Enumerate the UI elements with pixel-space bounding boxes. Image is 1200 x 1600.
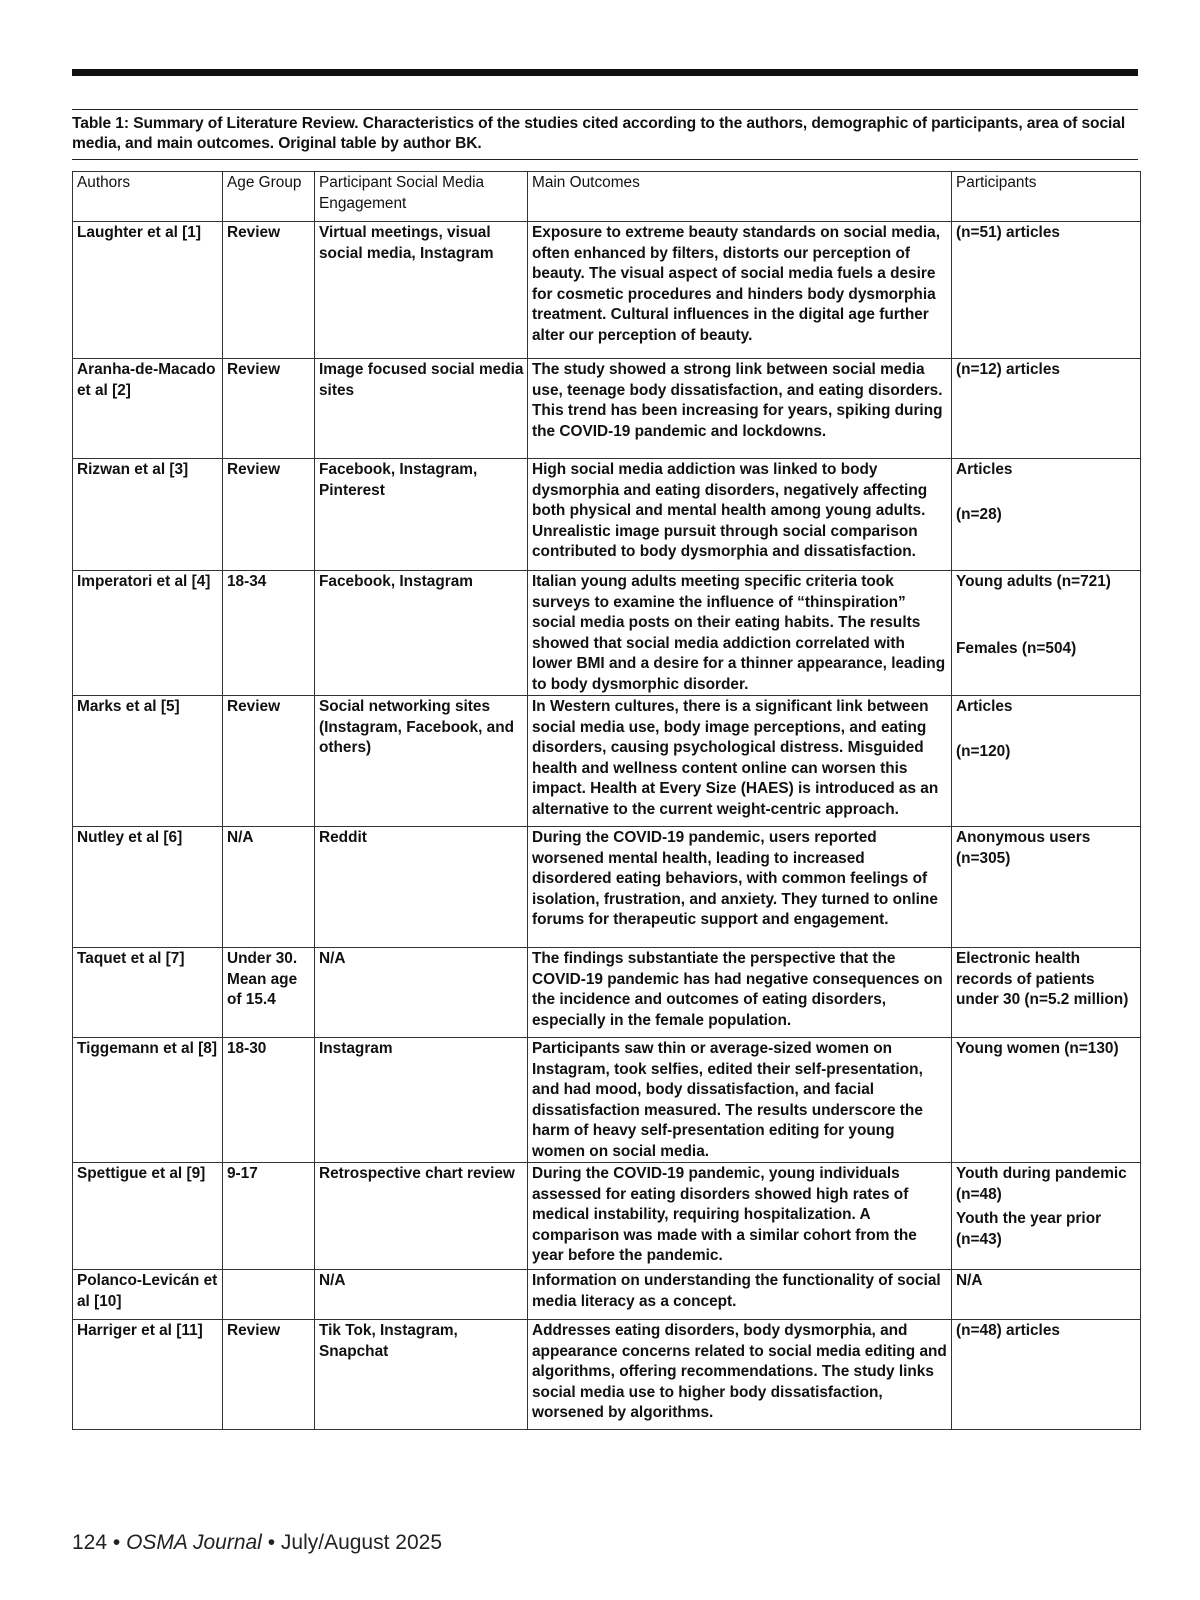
cell-age-group: Review xyxy=(223,696,315,827)
cell-participants xyxy=(952,827,1141,948)
cell-outcomes: The study showed a strong link between social media use, teenage body dissatisfaction, and eating disorders. This trend has been increasing for years, spiking during the COVID-19 pandemic and lockdowns. xyxy=(528,359,952,459)
header-main-outcomes: Main Outcomes xyxy=(528,172,952,222)
cell-engagement: N/A xyxy=(315,1270,528,1320)
cell-age-group: Review xyxy=(223,222,315,359)
cell-outcomes: Addresses eating disorders, body dysmorphia, and appearance concerns related to social media editing and algorithms, offering recommendations. The study links social media use to higher body dissatisfaction, worsened by algorithms. xyxy=(528,1320,952,1430)
cell-engagement: Reddit xyxy=(315,827,528,948)
cell-participants xyxy=(952,1320,1141,1430)
cell-participants xyxy=(952,696,1141,827)
participants-line: (n=12) articles xyxy=(956,361,1060,378)
table-row xyxy=(73,1163,1141,1270)
participants-line: Articles xyxy=(956,461,1013,478)
journal-name: OSMA Journal xyxy=(126,1531,262,1554)
cell-authors: Aranha-de-Macado et al [2] xyxy=(73,359,223,459)
table-row xyxy=(73,459,1141,571)
cell-age-group: 9-17 xyxy=(223,1163,315,1270)
participants-line: Young adults (n=721) xyxy=(956,573,1111,590)
cell-authors: Imperatori et al [4] xyxy=(73,571,223,696)
issue-date: July/August 2025 xyxy=(280,1531,442,1554)
table-row xyxy=(73,827,1141,948)
cell-authors: Nutley et al [6] xyxy=(73,827,223,948)
cell-participants xyxy=(952,459,1141,571)
participants-gap xyxy=(956,481,1137,505)
cell-participants xyxy=(952,1163,1141,1270)
header-authors: Authors xyxy=(73,172,223,222)
cell-age-group: 18-30 xyxy=(223,1038,315,1163)
cell-outcomes: High social media addiction was linked to body dysmorphia and eating disorders, negatively affecting both physical and mental health among young adults. Unrealistic image pursuit through social comparison contributed to body dysmorphia and dissatisfaction. xyxy=(528,459,952,571)
cell-authors: Polanco-Levicán et al [10] xyxy=(73,1270,223,1320)
cell-outcomes: In Western cultures, there is a significant link between social media use, body image perceptions, and eating disorders, causing psychological distress. Misguided health and wellness content online can worsen this impact. Health at Every Size (HAES) is introduced as an alternative to the current weight-centric approach. xyxy=(528,696,952,827)
table-header-row xyxy=(73,172,1141,222)
participants-line: Anonymous users (n=305) xyxy=(956,829,1091,867)
table-row xyxy=(73,359,1141,459)
cell-engagement: Instagram xyxy=(315,1038,528,1163)
participants-line: N/A xyxy=(956,1272,983,1289)
cell-participants xyxy=(952,948,1141,1038)
cell-participants xyxy=(952,1270,1141,1320)
table-row xyxy=(73,1320,1141,1430)
participants-gap xyxy=(956,718,1137,742)
cell-engagement: Social networking sites (Instagram, Facebook, and others) xyxy=(315,696,528,827)
literature-table xyxy=(72,171,1141,1430)
table-row xyxy=(73,222,1141,359)
cell-participants xyxy=(952,359,1141,459)
cell-participants xyxy=(952,571,1141,696)
participants-gap xyxy=(956,593,1137,639)
cell-authors: Marks et al [5] xyxy=(73,696,223,827)
cell-outcomes: Italian young adults meeting specific criteria took surveys to examine the influence of “thinspiration” social media posts on their eating habits. The results showed that social media addiction correlated with lower BMI and a desire for a thinner appearance, leading to body dysmorphic disorder. xyxy=(528,571,952,696)
table-row xyxy=(73,696,1141,827)
header-age-group: Age Group xyxy=(223,172,315,222)
cell-participants xyxy=(952,1038,1141,1163)
table-row xyxy=(73,571,1141,696)
page-footer xyxy=(72,1531,442,1555)
cell-age-group xyxy=(223,1270,315,1320)
cell-outcomes: The findings substantiate the perspective that the COVID-19 pandemic has had negative consequences on the incidence and outcomes of eating disorders, especially in the female population. xyxy=(528,948,952,1038)
cell-outcomes: During the COVID-19 pandemic, users reported worsened mental health, leading to increased disordered eating behaviors, with common feelings of isolation, frustration, and anxiety. They turned to online forums for therapeutic support and engagement. xyxy=(528,827,952,948)
participants-line: Females (n=504) xyxy=(956,639,1077,657)
cell-outcomes: Exposure to extreme beauty standards on social media, often enhanced by filters, distorts our perception of beauty. The visual aspect of social media fuels a desire for cosmetic procedures and hinders body dysmorphia treatment. Cultural influences in the digital age further alter our perception of beauty. xyxy=(528,222,952,359)
cell-engagement: N/A xyxy=(315,948,528,1038)
page-number: 124 xyxy=(72,1531,108,1554)
cell-age-group: N/A xyxy=(223,827,315,948)
footer-separator: • xyxy=(261,1531,281,1554)
cell-authors: Harriger et al [11] xyxy=(73,1320,223,1430)
cell-age-group: Review xyxy=(223,459,315,571)
participants-line: Electronic health records of patients under 30 (n=5.2 million) xyxy=(956,950,1129,1008)
participants-line: (n=28) xyxy=(956,505,1002,523)
participants-line: (n=48) articles xyxy=(956,1322,1060,1339)
header-engagement: Participant Social Media Engagement xyxy=(315,172,528,222)
cell-authors: Laughter et al [1] xyxy=(73,222,223,359)
cell-participants xyxy=(952,222,1141,359)
participants-line: Youth the year prior (n=43) xyxy=(956,1210,1102,1248)
cell-outcomes: Participants saw thin or average-sized women on Instagram, took selfies, edited their self-presentation, and had mood, body dissatisfaction, and facial dissatisfaction measured. The results underscore the harm of heavy self-presentation editing for young women on social media. xyxy=(528,1038,952,1163)
cell-engagement: Retrospective chart review xyxy=(315,1163,528,1270)
cell-engagement: Virtual meetings, visual social media, Instagram xyxy=(315,222,528,359)
cell-authors: Tiggemann et al [8] xyxy=(73,1038,223,1163)
table-row xyxy=(73,1270,1141,1320)
cell-engagement: Tik Tok, Instagram, Snapchat xyxy=(315,1320,528,1430)
participants-line: Articles xyxy=(956,698,1013,715)
cell-outcomes: Information on understanding the functionality of social media literacy as a concept. xyxy=(528,1270,952,1320)
cell-authors: Spettigue et al [9] xyxy=(73,1163,223,1270)
header-participants: Participants xyxy=(952,172,1141,222)
footer-separator: • xyxy=(107,1531,127,1554)
table-row xyxy=(73,948,1141,1038)
participants-line: (n=51) articles xyxy=(956,224,1060,241)
cell-age-group: Under 30. Mean age of 15.4 xyxy=(223,948,315,1038)
cell-engagement: Facebook, Instagram xyxy=(315,571,528,696)
top-rule xyxy=(72,69,1138,76)
cell-authors: Taquet et al [7] xyxy=(73,948,223,1038)
cell-age-group: Review xyxy=(223,1320,315,1430)
cell-outcomes: During the COVID-19 pandemic, young individuals assessed for eating disorders showed high rates of medical instability, requiring hospitalization. A comparison was made with a similar cohort from the year before the pandemic. xyxy=(528,1163,952,1270)
participants-line: Youth during pandemic (n=48) xyxy=(956,1165,1127,1203)
participants-line: (n=120) xyxy=(956,742,1011,760)
table-row xyxy=(73,1038,1141,1163)
cell-engagement: Facebook, Instagram, Pinterest xyxy=(315,459,528,571)
cell-age-group: Review xyxy=(223,359,315,459)
cell-age-group: 18-34 xyxy=(223,571,315,696)
cell-authors: Rizwan et al [3] xyxy=(73,459,223,571)
table-caption: Table 1: Summary of Literature Review. Characteristics of the studies cited according to the authors, demographic of participants, area of social media, and main outcomes. Original table by author BK. xyxy=(72,109,1138,160)
cell-engagement: Image focused social media sites xyxy=(315,359,528,459)
participants-line: Young women (n=130) xyxy=(956,1040,1119,1057)
